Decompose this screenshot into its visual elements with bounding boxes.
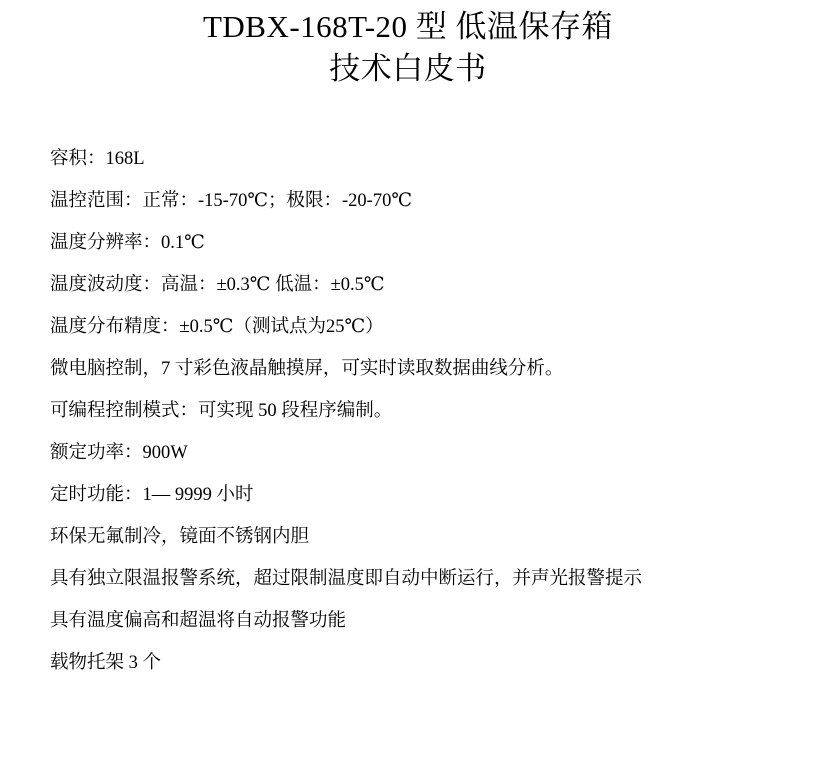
spec-line: 温度波动度：高温：±0.3℃ 低温：±0.5℃ — [50, 275, 385, 295]
spec-line: 温控范围：正常：-15-70℃；极限：-20-70℃ — [50, 191, 413, 211]
spec-line: 具有温度偏高和超温将自动报警功能 — [50, 611, 347, 631]
title-line-2: 技术白皮书 — [329, 51, 487, 86]
document-body — [0, 138, 816, 684]
title-line-1: TDBX-168T-20 型 低温保存箱 — [202, 9, 614, 44]
spec-line: 具有独立限温报警系统，超过限制温度即自动中断运行，并声光报警提示 — [50, 569, 643, 589]
document-title — [0, 0, 816, 90]
spec-line: 定时功能：1— 9999 小时 — [50, 485, 254, 505]
spec-line: 微电脑控制，7 寸彩色液晶触摸屏，可实时读取数据曲线分析。 — [50, 359, 564, 379]
spec-line: 环保无氟制冷，镜面不锈钢内胆 — [50, 527, 310, 547]
spec-line: 可编程控制模式：可实现 50 段程序编制。 — [50, 401, 393, 421]
spec-line: 额定功率：900W — [50, 443, 188, 463]
spec-line: 温度分布精度：±0.5℃（测试点为25℃） — [50, 317, 384, 337]
spec-line: 载物托架 3 个 — [50, 653, 162, 673]
spec-line: 温度分辨率：0.1℃ — [50, 233, 205, 253]
spec-line: 容积：168L — [50, 149, 145, 169]
